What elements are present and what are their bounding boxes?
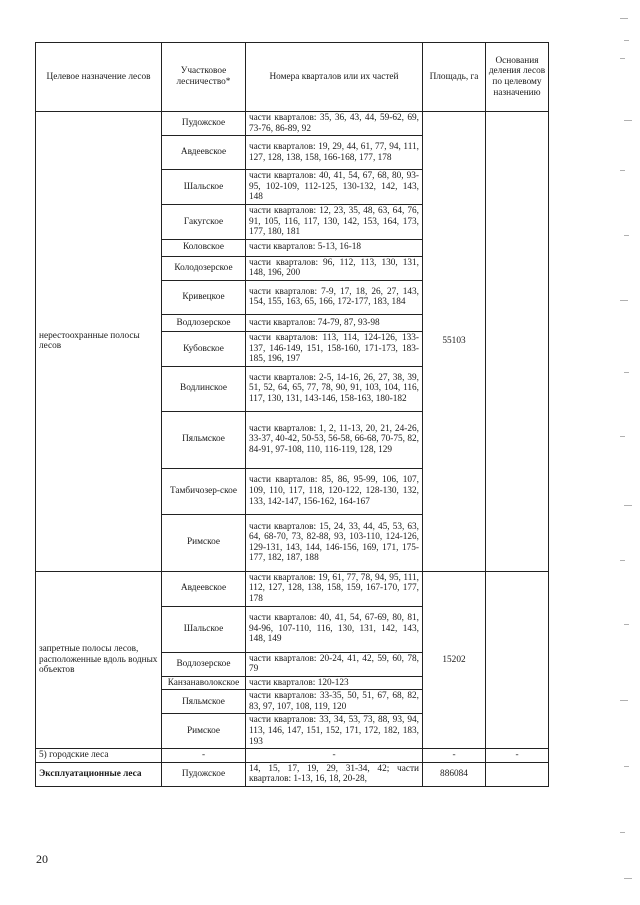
- scan-edge-mark: [620, 170, 625, 171]
- header-forestry: Участковое лесничество*: [162, 43, 246, 112]
- forestry-cell: Шальское: [162, 170, 246, 205]
- exploit-area-cell: 886084: [423, 762, 486, 786]
- forestry-cell: Водлозерское: [162, 314, 246, 331]
- quarters-cell: части кварталов: 85, 86, 95-99, 106, 107, 109, 110, 117, 118, 120-122, 128-130, 132, 133, 142-147, 156-162, 164-167: [246, 468, 423, 514]
- forestry-cell: Тамбичозер-ское: [162, 468, 246, 514]
- quarters-cell: части кварталов: 7-9, 17, 18, 26, 27, 143, 154, 155, 163, 65, 166, 172-177, 183, 184: [246, 280, 423, 314]
- purpose-cell: запретные полосы лесов, расположенные вдоль водных объектов: [36, 571, 162, 749]
- scan-edge-mark: [624, 372, 629, 373]
- quarters-cell: части кварталов: 19, 29, 44, 61, 77, 94, 111, 127, 128, 138, 158, 166-168, 177, 178: [246, 136, 423, 170]
- basis-cell: [486, 112, 549, 572]
- area-cell: 15202: [423, 571, 486, 749]
- page-number: 20: [36, 852, 48, 866]
- quarters-cell: части кварталов: 15, 24, 33, 44, 45, 53, 63, 64, 68-70, 73, 82-88, 93, 103-110, 124-126, 129-131, 143, 144, 146-156, 169, 171, 175-177, 182, 187, 188: [246, 514, 423, 571]
- forestry-cell: Водлозерское: [162, 652, 246, 676]
- exploit-forestry-cell: Пудожское: [162, 762, 246, 786]
- scan-edge-mark: [624, 505, 632, 506]
- city-quarters-cell: -: [246, 749, 423, 763]
- forestry-cell: Пудожское: [162, 112, 246, 136]
- table-row: [36, 749, 549, 763]
- forestry-cell: Кривецкое: [162, 280, 246, 314]
- area-cell: 55103: [423, 112, 486, 572]
- scan-edge-mark: [624, 235, 629, 236]
- quarters-cell: части кварталов: 5-13, 16-18: [246, 239, 423, 256]
- scan-edge-mark: [620, 700, 628, 701]
- forest-purpose-table: [35, 42, 549, 787]
- city-basis-cell: -: [486, 749, 549, 763]
- scan-edge-mark: [624, 766, 629, 767]
- exploit-quarters-cell: 14, 15, 17, 19, 29, 31-34, 42; части кварталов: 1-13, 16, 18, 20-28,: [246, 762, 423, 786]
- scan-edge-mark: [624, 624, 629, 625]
- header-purpose: Целевое назначение лесов: [36, 43, 162, 112]
- quarters-cell: части кварталов: 40, 41, 54, 67, 68, 80, 93-95, 102-109, 112-125, 130-132, 142, 143, 148: [246, 170, 423, 205]
- forestry-cell: Водлинское: [162, 366, 246, 411]
- scan-edge-mark: [620, 436, 625, 437]
- forestry-cell: Авдеевское: [162, 571, 246, 606]
- scan-edge-mark: [620, 560, 625, 561]
- scan-edge-mark: [624, 878, 632, 879]
- quarters-cell: части кварталов: 33-35, 50, 51, 67, 68, 82, 83, 97, 107, 108, 119, 120: [246, 690, 423, 714]
- scan-edge-mark: [624, 40, 629, 41]
- forestry-cell: Шальское: [162, 606, 246, 652]
- forestry-cell: Пяльмское: [162, 411, 246, 468]
- scan-edge-mark: [620, 18, 628, 19]
- forestry-cell: Римское: [162, 514, 246, 571]
- forestry-cell: Пяльмское: [162, 690, 246, 714]
- forestry-cell: Кубовское: [162, 331, 246, 366]
- header-basis: Основания деления лесов по целевому назначению: [486, 43, 549, 112]
- quarters-cell: части кварталов: 12, 23, 35, 48, 63, 64, 76, 91, 105, 116, 117, 130, 142, 153, 164, 173, 177, 180, 181: [246, 204, 423, 239]
- scan-edge-mark: [624, 120, 632, 121]
- quarters-cell: части кварталов: 113, 114, 124-126, 133-137, 146-149, 151, 158-160, 171-173, 183-185, 196, 197: [246, 331, 423, 366]
- table-row: [36, 571, 549, 606]
- quarters-cell: части кварталов: 40, 41, 54, 67-69, 80, 81, 94-96, 107-110, 116, 130, 131, 142, 143, 148, 149: [246, 606, 423, 652]
- city-purpose-cell: 5) городские леса: [36, 749, 162, 763]
- quarters-cell: части кварталов: 96, 112, 113, 130, 131, 148, 196, 200: [246, 256, 423, 280]
- header-quarters: Номера кварталов или их частей: [246, 43, 423, 112]
- forestry-cell: Коловское: [162, 239, 246, 256]
- exploit-basis-cell: [486, 762, 549, 786]
- city-area-cell: -: [423, 749, 486, 763]
- forestry-cell: Гакугское: [162, 204, 246, 239]
- forestry-cell: Колодозерское: [162, 256, 246, 280]
- quarters-cell: части кварталов: 20-24, 41, 42, 59, 60, 78, 79: [246, 652, 423, 676]
- quarters-cell: части кварталов: 74-79, 87, 93-98: [246, 314, 423, 331]
- exploit-purpose-cell: Эксплуатационные леса: [36, 762, 162, 786]
- quarters-cell: части кварталов: 1, 2, 11-13, 20, 21, 24-26, 33-37, 40-42, 50-53, 56-58, 66-68, 70-75, 82, 84-91, 97-108, 110, 116-119, 128, 129: [246, 411, 423, 468]
- header-area: Площадь, га: [423, 43, 486, 112]
- table-body: [36, 112, 549, 787]
- scan-edge-marks: [618, 0, 640, 905]
- table-row: [36, 112, 549, 136]
- quarters-cell: части кварталов: 35, 36, 43, 44, 59-62, 69, 73-76, 86-89, 92: [246, 112, 423, 136]
- quarters-cell: части кварталов: 19, 61, 77, 78, 94, 95, 111, 112, 127, 128, 138, 158, 159, 167-170, 177, 178: [246, 571, 423, 606]
- forestry-cell: Канзанаволокское: [162, 676, 246, 690]
- scan-edge-mark: [620, 832, 625, 833]
- quarters-cell: части кварталов: 33, 34, 53, 73, 88, 93, 94, 113, 146, 147, 151, 152, 171, 172, 182, 183, 193: [246, 714, 423, 749]
- city-forestry-cell: -: [162, 749, 246, 763]
- quarters-cell: части кварталов: 120-123: [246, 676, 423, 690]
- table-row: [36, 762, 549, 786]
- scan-edge-mark: [620, 58, 625, 59]
- basis-cell: [486, 571, 549, 749]
- forestry-cell: Авдеевское: [162, 136, 246, 170]
- forestry-cell: Римское: [162, 714, 246, 749]
- scan-edge-mark: [620, 300, 628, 301]
- purpose-cell: нерестоохранные полосы лесов: [36, 112, 162, 572]
- table-header-row: [36, 43, 549, 112]
- quarters-cell: части кварталов: 2-5, 14-16, 26, 27, 38, 39, 51, 52, 64, 65, 77, 78, 90, 91, 103, 104, 116, 117, 130, 131, 143-146, 158-163, 180-182: [246, 366, 423, 411]
